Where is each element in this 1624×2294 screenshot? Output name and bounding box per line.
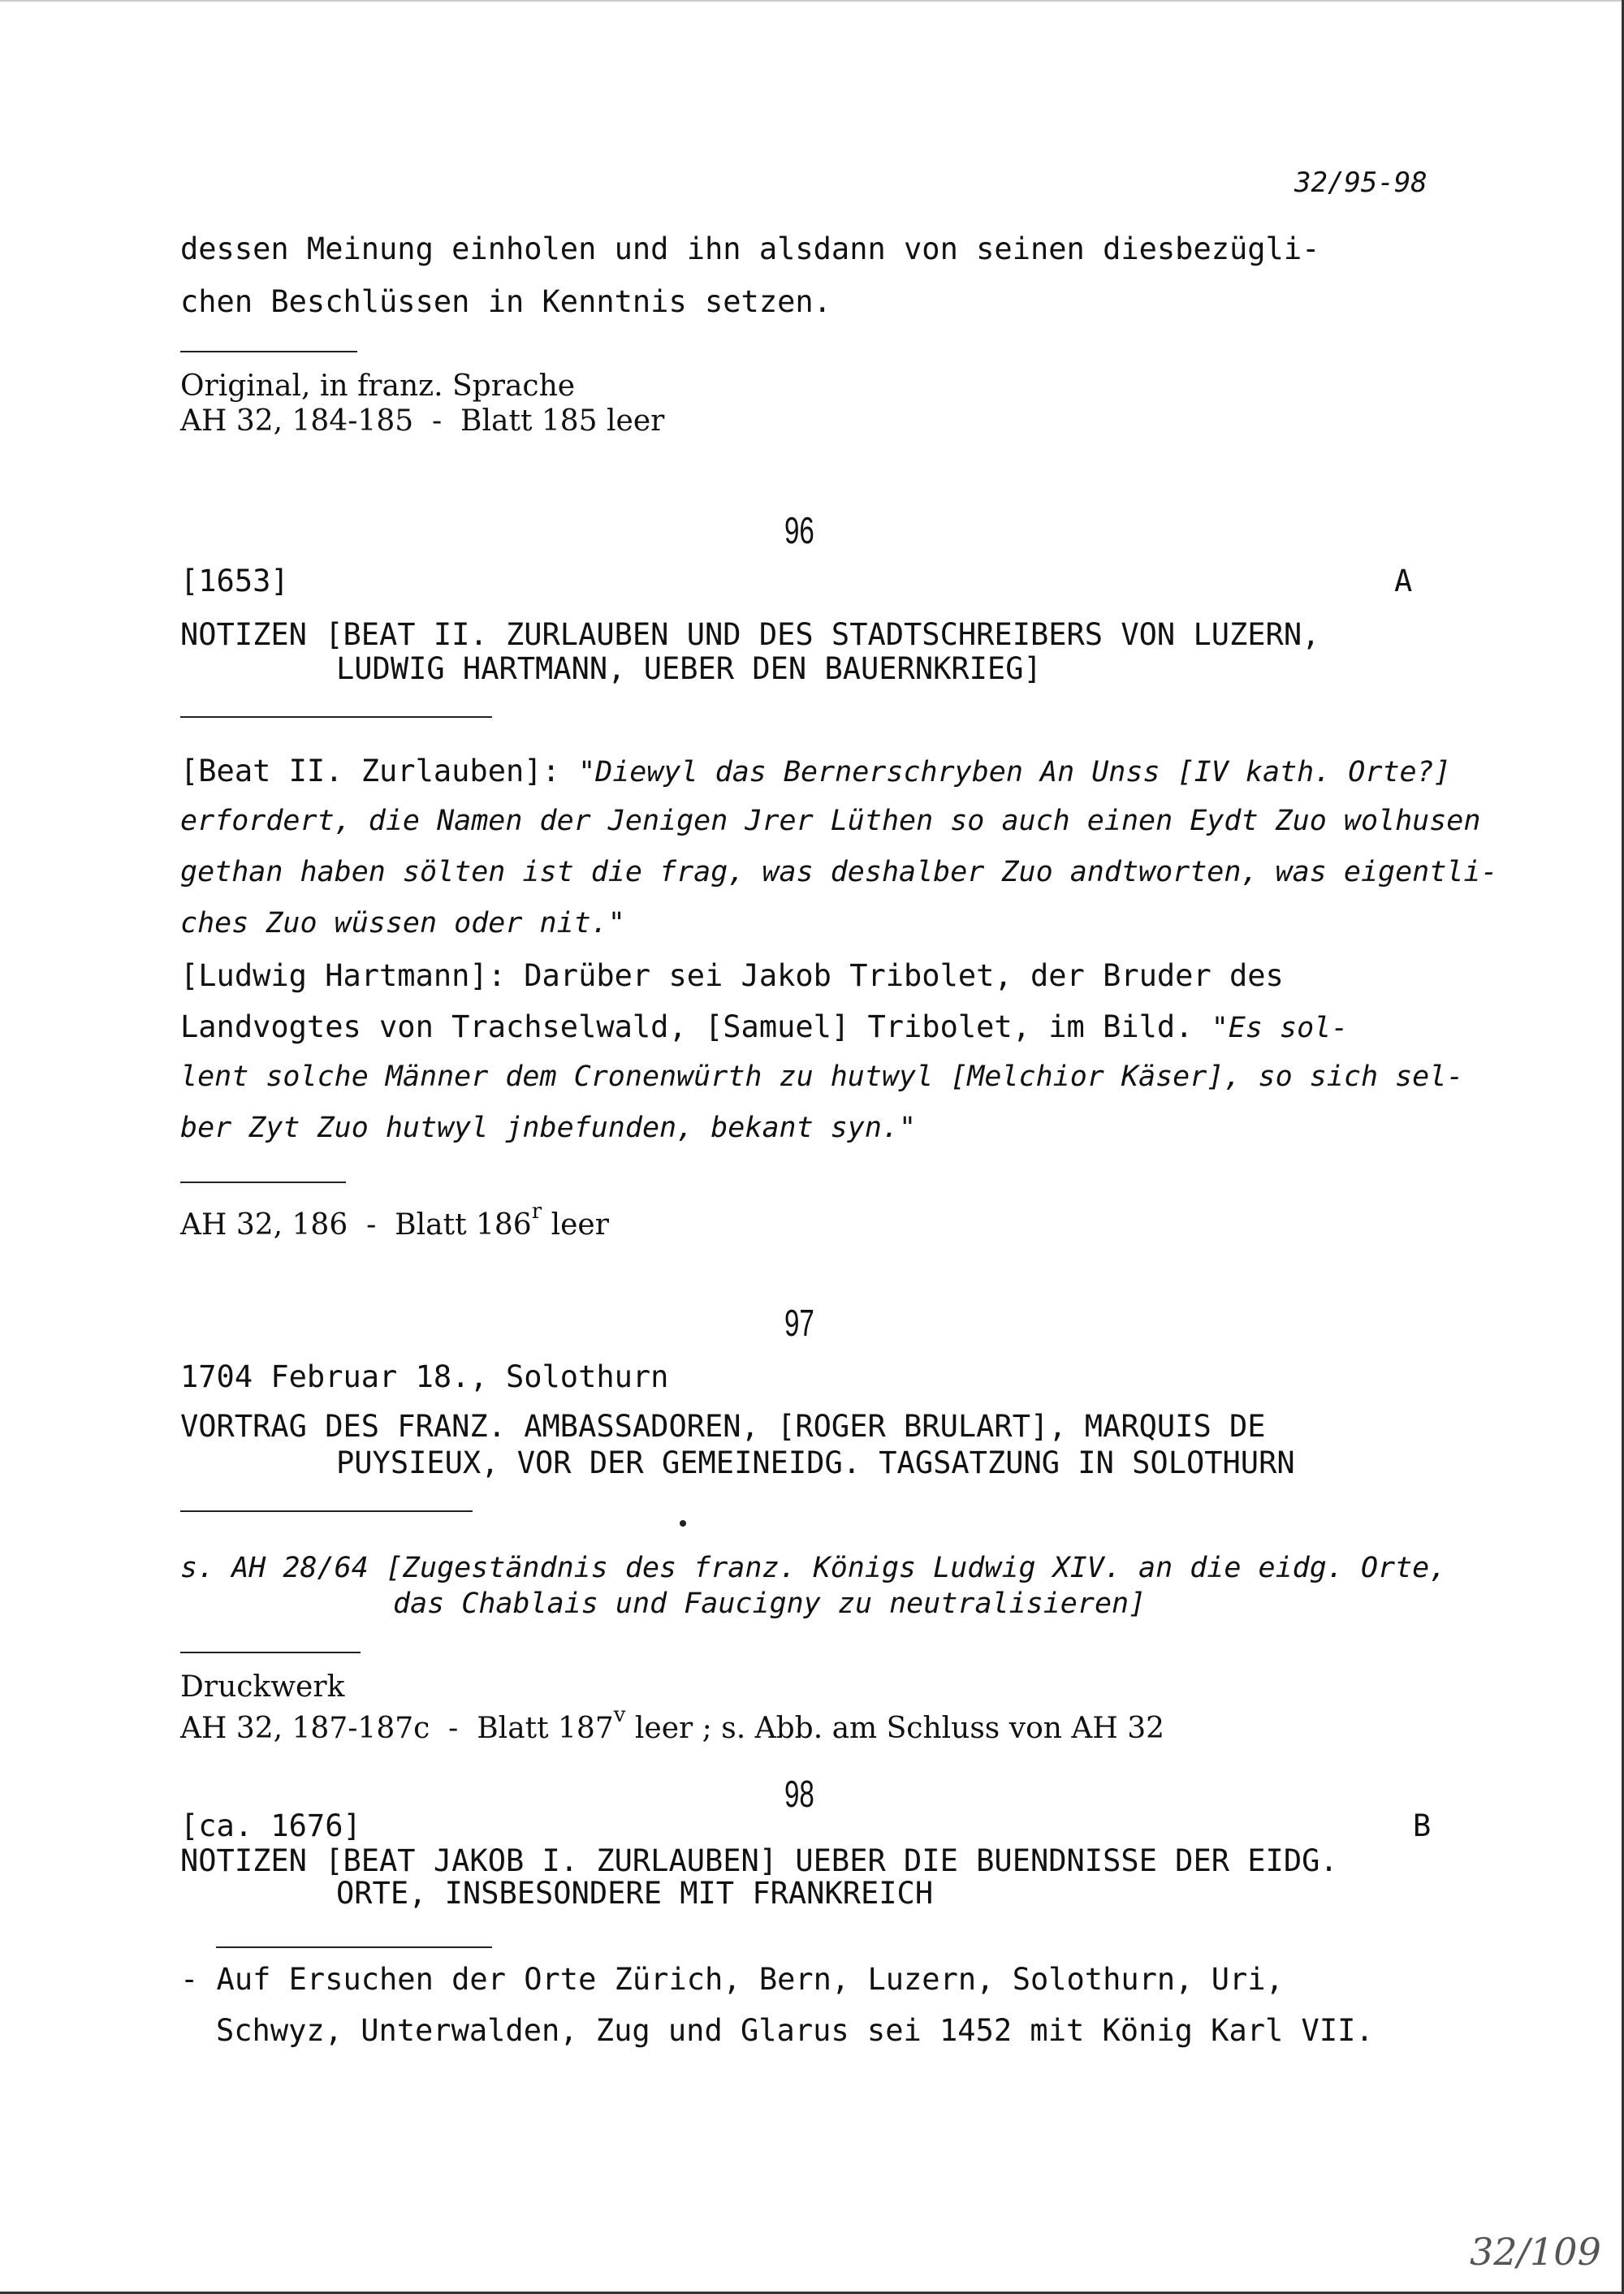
- entry-97-title-line-1: VORTRAG DES FRANZ. AMBASSADOREN, [ROGER BRULART], MARQUIS DE: [180, 1409, 1266, 1444]
- entry-98-date: [ca. 1676]: [180, 1808, 361, 1843]
- ref-text: leer: [542, 1208, 609, 1242]
- entry-96-mark: A: [1394, 564, 1413, 598]
- entry-96-title-line-2: LUDWIG HARTMANN, UEBER DEN BAUERNKRIEG]: [336, 651, 1042, 686]
- ref-text: leer ; s. Abb. am Schluss von AH 32: [625, 1712, 1165, 1745]
- ref-text: AH 32, 186 - Blatt 186: [180, 1208, 532, 1242]
- ink-dot: [680, 1520, 686, 1527]
- divider-rule: [180, 1652, 361, 1653]
- entry-98-title-line-2: ORTE, INSBESONDERE MIT FRANKREICH: [336, 1876, 934, 1911]
- entry-96-text-line-5: [Ludwig Hartmann]: Darüber sei Jakob Tribolet, der Bruder des: [180, 958, 1284, 993]
- page-top-edge: [0, 0, 1624, 2]
- entry-96-title-line-1: NOTIZEN [BEAT II. ZURLAUBEN UND DES STADTSCHREIBERS VON LUZERN,: [180, 617, 1320, 652]
- entry-number-98: 98: [784, 1773, 814, 1815]
- archive-reference: AH 32, 184-185 - Blatt 185 leer: [180, 404, 665, 438]
- speaker-label: [Beat II. Zurlauben]:: [180, 754, 579, 788]
- continuation-line-1: dessen Meinung einholen und ihn alsdann von seinen diesbezügli-: [180, 231, 1320, 266]
- entry-98-body-line-1: - Auf Ersuchen der Orte Zürich, Bern, Luzern, Solothurn, Uri,: [180, 1962, 1284, 1997]
- entry-97-title-line-2: PUYSIEUX, VOR DER GEMEINEIDG. TAGSATZUNG IN SOLOTHURN: [336, 1445, 1295, 1480]
- entry-96-quote-line-3: gethan haben sölten ist die frag, was deshalber Zuo andtworten, was eigentli-: [180, 856, 1498, 888]
- source-note: Original, in franz. Sprache: [180, 369, 576, 403]
- continuation-line-2: chen Beschlüssen in Kenntnis setzen.: [180, 284, 831, 319]
- entry-97-date: 1704 Februar 18., Solothurn: [180, 1359, 669, 1394]
- entry-97-archive-reference: [180, 1703, 1164, 1745]
- entry-97-see-line-1: s. AH 28/64 [Zugeständnis des franz. Königs Ludwig XIV. an die eidg. Orte,: [180, 1552, 1447, 1584]
- entry-96-quote-line-7: lent solche Männer dem Cronenwürth zu hutwyl [Melchior Käser], so sich sel-: [180, 1061, 1464, 1093]
- divider-rule: [180, 1182, 346, 1183]
- ref-text: AH 32, 187-187c - Blatt 187: [180, 1712, 614, 1745]
- quote-text: "Diewyl das Bernerschryben An Unss [IV kath. Orte?]: [578, 756, 1451, 788]
- divider-rule: [180, 1510, 473, 1512]
- entry-98-mark: B: [1413, 1808, 1432, 1843]
- divider-rule: [180, 351, 357, 352]
- entry-number-96: 96: [784, 509, 814, 551]
- ref-superscript: r: [531, 1199, 542, 1224]
- entry-96-archive-reference: [180, 1199, 609, 1242]
- quote-text: "Es sol-: [1211, 1012, 1349, 1044]
- entry-97-print-note: Druckwerk: [180, 1670, 345, 1704]
- divider-rule: [180, 716, 492, 718]
- divider-rule: [216, 1946, 492, 1948]
- entry-98-title-line-1: NOTIZEN [BEAT JAKOB I. ZURLAUBEN] UEBER DIE BUENDNISSE DER EIDG.: [180, 1843, 1338, 1878]
- entry-number-97: 97: [784, 1302, 814, 1344]
- entry-96-quote-line-8: ber Zyt Zuo hutwyl jnbefunden, bekant syn.": [180, 1112, 917, 1144]
- entry-96-quote-line-2: erfordert, die Namen der Jenigen Jrer Lüthen so auch einen Eydt Zuo wolhusen: [180, 805, 1481, 837]
- entry-97-see-line-2: das Chablais und Faucigny zu neutralisieren]: [393, 1588, 1147, 1620]
- entry-96-date: [1653]: [180, 564, 289, 598]
- entry-96-quote-line-4: ches Zuo wüssen oder nit.": [180, 907, 625, 940]
- entry-98-body-line-2: Schwyz, Unterwalden, Zug und Glarus sei 1452 mit König Karl VII.: [216, 2013, 1374, 2048]
- page-reference: 32/95-98: [1294, 166, 1427, 199]
- text-segment: Landvogtes von Trachselwald, [Samuel] Tribolet, im Bild.: [180, 1009, 1212, 1044]
- entry-96-quote-line-1: [180, 754, 1451, 788]
- ref-superscript: v: [613, 1703, 626, 1727]
- handwritten-folio: 32/109: [1470, 2230, 1601, 2274]
- entry-96-text-line-6: [180, 1009, 1348, 1044]
